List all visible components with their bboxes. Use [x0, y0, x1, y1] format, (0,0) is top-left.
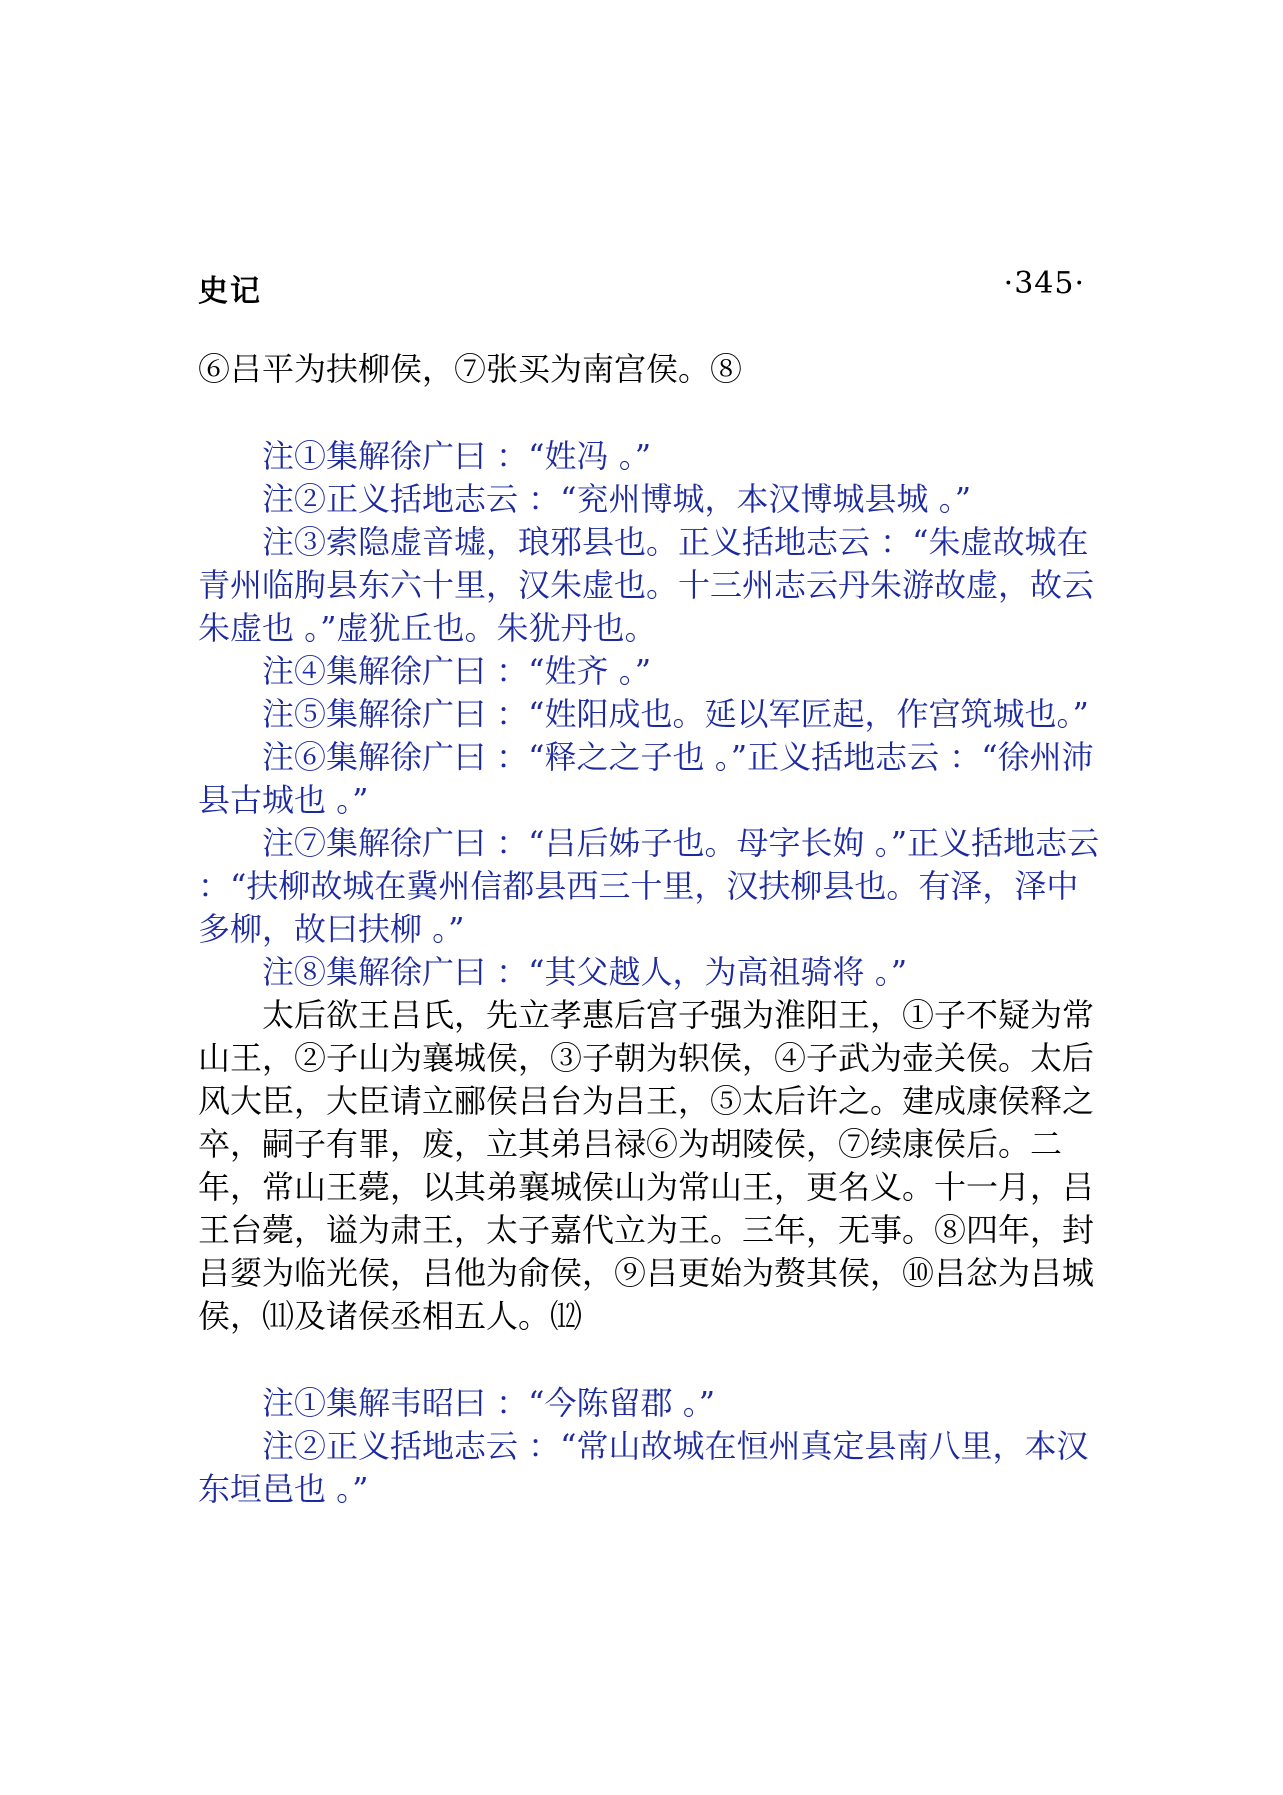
page-header — [198, 266, 1085, 310]
annotation-note: 注③索隐虚音墟，琅邪县也。正义括地志云 ：“朱虚故城在青州临朐县东六十里，汉朱虚也。十三州志云丹朱游故虚，故云朱虚也 。”虚犹丘也。朱犹丹也。 — [198, 523, 1095, 647]
annotation-note: 注①集解韦昭曰 ：“今陈留郡 。” — [262, 1384, 716, 1422]
annotation-note: 注②正义括地志云 ：“兖州博城，本汉博城县城 。” — [262, 480, 972, 518]
annotation-note: 注④集解徐广曰 ：“姓齐 。” — [262, 652, 652, 690]
annotation-note: 注⑥集解徐广曰 ：“释之之子也 。”正义括地志云 ：“徐州沛县古城也 。” — [198, 738, 1094, 819]
annotation-note: 注①集解徐广曰 ：“姓冯 。” — [262, 437, 652, 475]
page-body — [198, 348, 1103, 1511]
main-paragraph: 太后欲王吕氏，先立孝惠后宫子强为淮阳王，①子不疑为常山王，②子山为襄城侯，③子朝为轵侯，④子武为壶关侯。太后风大臣，大臣请立郦侯吕台为吕王，⑤太后许之。建成康侯释之卒，嗣子有罪，废，立其弟吕禄⑥为胡陵侯，⑦续康侯后。二年，常山王薨，以其弟襄城侯山为常山王，更名义。十一月，吕王台薨，谥为肃王，太子嘉代立为王。三年，无事。⑧四年，封吕媭为临光侯，吕他为俞侯，⑨吕更始为赘其侯，⑩吕忿为吕城侯，⑾及诸侯丞相五人。⑿ — [198, 996, 1095, 1335]
annotation-note: 注②正义括地志云 ：“常山故城在恒州真定县南八里，本汉东垣邑也 。” — [198, 1427, 1089, 1508]
book-title: 史记 — [198, 274, 262, 309]
page-number: ·345· — [1003, 266, 1085, 301]
annotation-note: 注⑧集解徐广曰 ：“其父越人，为高祖骑将 。” — [262, 953, 908, 991]
main-paragraph: ⑥吕平为扶柳侯，⑦张买为南宫侯。⑧ — [198, 350, 743, 388]
paragraph-gap — [198, 391, 1103, 435]
paragraph-gap — [198, 1338, 1103, 1382]
annotation-note: 注⑤集解徐广曰 ：“姓阳成也。延以军匠起，作宫筑城也。” — [262, 695, 1089, 733]
annotation-note: 注⑦集解徐广曰 ：“吕后姊子也。母字长姁 。”正义括地志云 ：“扶柳故城在冀州信都县西三十里，汉扶柳县也。有泽，泽中多柳，故曰扶柳 。” — [198, 824, 1100, 948]
